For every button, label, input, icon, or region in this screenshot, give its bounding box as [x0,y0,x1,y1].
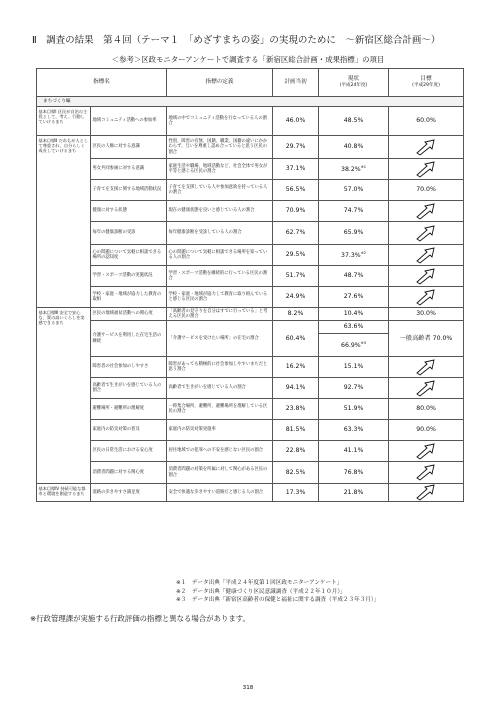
current-value [319,287,389,308]
indicator-definition: 性別、障害の有無、国籍、職業、国籍の違いにかかわらず、互いを尊重し認め合っていると思う区民の割合 [167,136,273,159]
initial-value: 46.0% [273,107,319,136]
initial-value: 94.1% [273,378,319,399]
current-value-text: 76.8% [343,468,364,476]
indicator-name: 区民の日常生活における安心度 [91,441,167,462]
increase-arrow-icon [415,268,437,285]
col-definition: 指標の定義 [167,69,273,97]
goal-label: 基本目標Ⅲ 安全で安心な、質の高いくらしを実感できるまち [37,308,91,484]
indicator-name: 消費者問題に対する関心度 [91,462,167,484]
increase-arrow-icon [415,484,437,501]
initial-value: 8.2% [273,308,319,321]
current-value-text: 65.9% [343,229,364,237]
col-indicator: 指標名 [37,69,167,97]
indicator-definition: 居住地域での犯罪への不安を感じない区民の割合 [167,441,273,462]
indicator-definition: 家庭内の防災対策実施率 [167,420,273,441]
target-value: 90.0% [389,420,464,441]
col-initial: 計画当初 [273,69,319,97]
increase-arrow-icon [415,225,437,242]
col-current-sub: (平成24年度) [339,83,368,88]
indicator-row [37,484,464,502]
indicator-row [37,420,464,441]
current-value-text: 27.6% [343,293,364,301]
initial-value: 56.5% [273,180,319,201]
initial-value: 29.5% [273,245,319,266]
target-arrow-cell [389,222,464,245]
target-arrow-cell [389,378,464,399]
indicator-row [37,287,464,308]
target-arrow-cell [389,245,464,266]
current-value-text: 38.2% [341,166,361,174]
indicator-row [37,399,464,420]
initial-value: 81.5% [273,420,319,441]
indicator-name: 介護サービスを利用した在宅生活の継続 [91,321,167,357]
target-arrow-cell [389,201,464,222]
footnote-marker: ※2 [360,251,366,256]
target-arrow-cell [389,159,464,180]
footnote-marker: ※1 [360,165,366,170]
indicator-name: 道路の歩きやすさ満足度 [91,484,167,502]
current-value [319,321,389,334]
indicator-row [37,441,464,462]
indicator-name: 障害者の社会参加のしやすさ [91,357,167,378]
current-value [319,308,389,321]
indicator-row [37,136,464,159]
target-arrow-cell [389,484,464,502]
indicator-name: 男女共同参画に対する意識 [91,159,167,180]
page-number: 318 [242,685,254,691]
target-arrow-cell [389,462,464,484]
indicator-definition: 毎年健康診断を受診している人の割合 [167,222,273,245]
indicator-row [37,321,464,334]
indicator-row [37,107,464,136]
current-value [319,107,389,136]
initial-value: 60.4% [273,321,319,357]
current-value [319,266,389,287]
initial-value: 24.9% [273,287,319,308]
initial-value: 16.2% [273,357,319,378]
increase-arrow-icon [415,247,437,264]
current-value-text: 37.3% [341,252,361,260]
target-arrow-cell [389,287,464,308]
indicator-definition: 学校・家庭・地域が協力して教育に取り組んでいると感じる区民の割合 [167,287,273,308]
current-value-text: 74.7% [343,207,364,215]
current-value-text: 63.6% [343,323,364,331]
initial-value: 17.3% [273,484,319,502]
initial-value: 37.1% [273,159,319,180]
increase-arrow-icon [415,139,437,156]
indicator-definition: 学習・スポーツ活動を継続的に行っている区民の割合 [167,266,273,287]
table-caption: ＜参考＞区政モニターアンケートで調査する「新宿区総合計画・成果指標」の項目 [111,55,385,64]
current-value [319,334,389,357]
current-value [319,201,389,222]
initial-value: 23.8% [273,399,319,420]
current-value [319,245,389,266]
increase-arrow-icon [415,443,437,460]
current-value-text: 92.7% [343,384,364,392]
current-value-text: 51.9% [343,405,364,413]
indicator-definition: 家庭生活や職場、地域活動など、社会全体で男女が平等と感じる区民の割合 [167,159,273,180]
increase-arrow-icon [415,203,437,220]
current-value [319,136,389,159]
indicator-row [37,201,464,222]
indicator-name: 学習・スポーツ活動の実施状況 [91,266,167,287]
current-value [319,420,389,441]
initial-value: 70.9% [273,201,319,222]
increase-arrow-icon [415,289,437,306]
col-current [319,69,389,97]
section-label: まちづくり編 [37,97,464,107]
note-1: ※１ データ出典「平成２４年度第１回区政モニターアンケート」 [176,580,343,586]
initial-value: 51.7% [273,266,319,287]
indicator-name: 家庭内の防災対策の普及 [91,420,167,441]
indicator-name: 高齢者で生きがいを感じている人の割合 [91,378,167,399]
indicator-definition: 現在の健康状態を良いと感じている人の割合 [167,201,273,222]
current-value-text: 48.7% [343,272,364,280]
source-notes [176,579,379,605]
target-value: 一般高齢者 70.0% [389,321,464,357]
current-value-text: 21.8% [343,488,364,496]
target-value: 70.0% [389,180,464,201]
current-value-text: 66.9% [341,342,361,350]
current-value [319,441,389,462]
indicator-row [37,180,464,201]
indicator-row [37,159,464,180]
page-header: Ⅱ 調査の結果 第４回（テーマ１ 「めざすまちの姿」の実現のために ～新宿区総合計画～） [32,35,441,46]
section-row [37,97,464,107]
note-2: ※２ データ出典「健康づくり区民意識調査（平成２２年１０月）」 [176,588,346,595]
initial-value: 82.5% [273,462,319,484]
current-value-text: 15.1% [343,363,364,371]
current-value [319,484,389,502]
indicator-definition: 高齢者で生きがいを感じている人の割合 [167,378,273,399]
current-value [319,462,389,484]
current-value [319,159,389,180]
col-target-label: 目標 [420,75,432,82]
indicator-definition: 地域の中でコミュニティ活動を行なっている人の割合 [167,107,273,136]
current-value-text: 63.3% [343,426,364,434]
indicator-name: 健康に対する状態 [91,201,167,222]
current-value [319,378,389,399]
indicator-row [37,308,464,321]
target-value: 80.0% [389,399,464,420]
target-arrow-cell [389,357,464,378]
indicator-definition: 子育てを支援している人や参加意欲を持っている人の割合 [167,180,273,201]
indicator-definition: 「介護サービスを受けたい場所」の在宅の割合 [167,321,273,357]
increase-arrow-icon [415,359,437,376]
initial-value: 29.7% [273,136,319,159]
initial-value: 62.7% [273,222,319,245]
current-value [319,180,389,201]
indicator-row [37,378,464,399]
current-value-text: 10.4% [343,310,364,318]
indicator-name: 子育てを支援に関する地域活動状況 [91,180,167,201]
indicator-row [37,222,464,245]
increase-arrow-icon [415,380,437,397]
indicator-definition: 一時集合場所、避難所、避難場所を理解している区民の割合 [167,399,273,420]
indicator-definition: 安全で快適な歩きやすい道路だと感じる人の割合 [167,484,273,502]
footer-note: ※行政管理課が実施する行政評価の指標と異なる場合があります。 [30,614,250,623]
indicator-name: 学校・家庭・地域が協力した教育の取組 [91,287,167,308]
target-arrow-cell [389,136,464,159]
indicator-name: 心の問題について気軽に相談できる場所の認知度 [91,245,167,266]
footnote-marker: ※3 [360,341,366,346]
goal-label: 基本目標Ⅳ 持続可能な都市と環境を創造するまち [37,484,91,502]
table-header-row [37,69,464,97]
target-value: 60.0% [389,107,464,136]
indicator-name: 地域コミュニティ活動への参加率 [91,107,167,136]
indicator-table [36,68,464,502]
increase-arrow-icon [415,464,437,481]
target-arrow-cell [389,441,464,462]
increase-arrow-icon [415,161,437,178]
initial-value: 22.8% [273,441,319,462]
target-value: 30.0% [389,308,464,321]
col-current-label: 現状 [347,75,360,82]
indicator-name: 避難場所・避難所の理解度 [91,399,167,420]
current-value [319,222,389,245]
current-value-text: 48.5% [343,117,364,125]
goal-label: 基本目標Ⅱ だれもが人として尊重され、自分らしく成長していけるまち [37,136,91,308]
goal-label: 基本目標Ⅰ 区民が自治の主役として、考え、行動していけるまち [37,107,91,136]
current-value-text: 40.8% [343,143,364,151]
indicator-definition: 「高齢者の見守りを自分はすでに行っている」と考える区民の割合 [167,308,273,321]
current-value [319,357,389,378]
col-target [389,69,464,97]
target-arrow-cell [389,266,464,287]
indicator-name: 区民の人権に対する意識 [91,136,167,159]
indicator-row [37,357,464,378]
indicator-row [37,245,464,266]
indicator-row [37,266,464,287]
indicator-name: 毎年の健康診断の受診 [91,222,167,245]
indicator-row [37,462,464,484]
indicator-name: 区民の地域福祉活動への関心度 [91,308,167,321]
current-value-text: 57.0% [343,186,364,194]
current-value [319,399,389,420]
indicator-definition: 心の問題について気軽に相談できる場所を知っている人の割合 [167,245,273,266]
current-value-text: 41.1% [343,447,364,455]
indicator-definition: 消費者問題の対策を所属に対して関心がある区民の割合 [167,462,273,484]
col-target-sub: (平成29年度) [412,83,440,88]
note-3: ※３ データ出典「新宿区高齢者の保健と福祉に関する調査（平成２３年３月）」 [176,597,380,604]
indicator-definition: 障害があっても積極的に社会参加しやすいまちだと思う割合 [167,357,273,378]
